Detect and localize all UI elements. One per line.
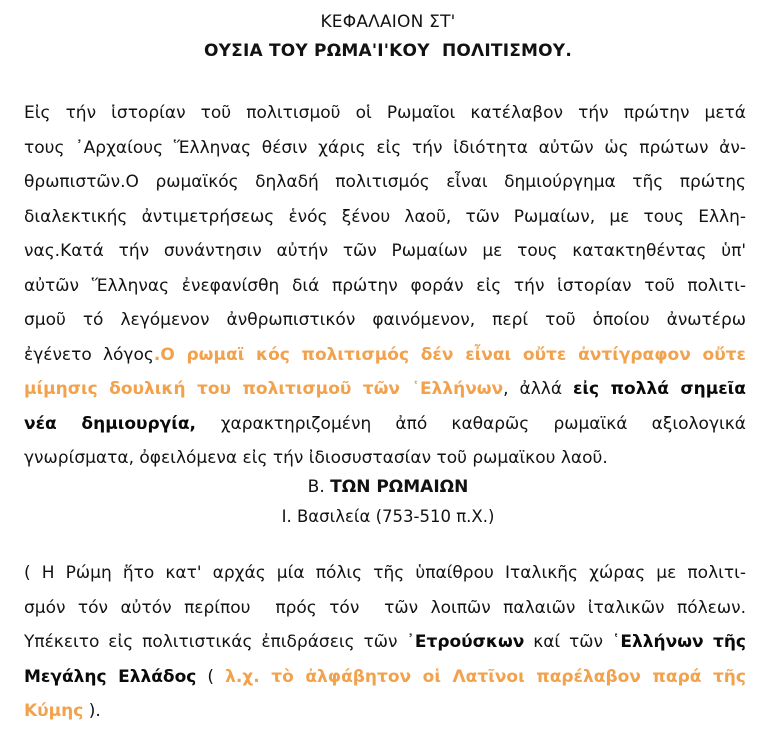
- text-line: [24, 269, 746, 304]
- chapter-heading: ΚΕΦΑΛΑΙΟΝ ΣΤ': [320, 12, 456, 32]
- paragraph-roman-civilization: [24, 96, 746, 476]
- section-heading: [0, 477, 776, 497]
- text-run: νέα δημιουργία,: [24, 413, 221, 434]
- text-run: θρωπιστῶν.Ο ρωμαϊκός δηλαδή πολιτισμός εἶναι δημιούργημα τῆς πρώτης: [24, 172, 746, 192]
- text-run: Εἰς τήν ἱστορίαν τοῦ πολιτισμοῦ οἱ Ρωμαῖοι κατέλαβον τήν πρώτην μετά: [24, 103, 746, 123]
- text-line: [24, 556, 746, 591]
- text-line: [24, 660, 746, 695]
- text-run: χαρακτηριζομένη ἀπό καθαρῶς ρωμαϊκά αξιολογικά: [220, 413, 746, 434]
- text-run: τους ᾿Αρχαίους Ἕλληνας θέσιν χάρις εἰς τήν ἰδιότητα αὐτῶν ὡς πρώτων ἀν-: [24, 137, 746, 158]
- highlighted-text-run: Κύμης: [24, 701, 84, 721]
- text-run: γνωρίσματα, ὀφειλόμενα εἰς τήν ἰδιοσυστασίαν τοῦ ρωμαϊκου λαοῦ.: [24, 448, 608, 468]
- text-line: [24, 165, 746, 200]
- highlighted-text-run: .Ο ρωμαϊ κός πολιτισμός δέν εἶναι οὔτε ἀντίγραφον οὔτε: [153, 344, 746, 365]
- highlighted-text-run: λ.χ. τὸ ἀλφάβητον οἱ Λατῖνοι παρέλαβον παρά τῆς: [225, 666, 746, 687]
- text-run: ( Η Ρώμη ἥτο κατ' αρχάς μία πόλις τῆς ὑπαίθρου Ιταλικῆς χώρας με πολιτι-: [24, 563, 746, 583]
- text-run: σμοῦ τό λεγόμενον ἀνθρωπιστικόν φαινόμενον, περί τοῦ ὁποίου ἀνωτέρω: [24, 310, 746, 330]
- text-line: [24, 200, 746, 235]
- text-run: σμόν τόν αὐτόν περίπου πρός τόν τῶν λοιπῶν παλαιῶν ἰταλικῶν πόλεων.: [24, 597, 746, 618]
- text-run: εἰς πολλά σημεῖα: [572, 379, 746, 399]
- text-run: Υπέκειτο εἰς πολιτιστικάς ἐπιδράσεις τῶν ᾿: [24, 632, 415, 652]
- text-line: [24, 625, 746, 660]
- section-label: Β.: [307, 477, 331, 497]
- text-run: , ἀλλά: [503, 379, 573, 399]
- text-line: [24, 96, 746, 131]
- text-line: [24, 441, 746, 476]
- text-line: [24, 131, 746, 166]
- document-title: ΟΥΣΙΑ ΤΟΥ ΡΩΜΑ'Ι'ΚΟΥ ΠΟΛΙΤΙΣΜΟΥ.: [204, 41, 572, 61]
- text-run: νας.Κατά τήν συνάντησιν αὐτήν τῶν Ρωμαίων με τους κατακτηθέντας ὑπ': [24, 241, 746, 261]
- text-run: διαλεκτικής ἀντιμετρήσεως ἑνός ξένου λαοῦ, τῶν Ρωμαίων, με τους Ελλη-: [24, 206, 746, 227]
- paragraph-rome-origins: [24, 556, 746, 729]
- text-run: (: [196, 666, 226, 687]
- text-run: ἐγένετο λόγος: [24, 344, 154, 365]
- text-line: [24, 407, 746, 442]
- text-line: [24, 372, 746, 407]
- section-title: ΤΩΝ ΡΩΜΑΙΩΝ: [330, 477, 469, 497]
- text-line: [24, 591, 746, 626]
- text-line: [24, 694, 746, 729]
- text-run: καί τῶν ῾: [524, 632, 621, 652]
- text-run: Ετρούσκων: [414, 632, 525, 652]
- text-run: Ελλήνων τῆς: [620, 632, 746, 652]
- text-line: [24, 234, 746, 269]
- text-line: [24, 303, 746, 338]
- highlighted-text-run: μίμησις δουλική του πολιτισμοῦ τῶν ῾Ελλήνων: [24, 379, 504, 399]
- text-run: ).: [83, 701, 101, 721]
- text-line: [24, 338, 746, 373]
- section-subtitle: Ι. Βασιλεία (753-510 π.Χ.): [281, 507, 495, 526]
- text-run: αὐτῶν Ἕλληνας ἐνεφανίσθη διά πρώτην φοράν εἰς τήν ἱστορίαν τοῦ πολιτι-: [24, 275, 746, 296]
- text-run: Μεγάλης Ελλάδος: [24, 666, 197, 687]
